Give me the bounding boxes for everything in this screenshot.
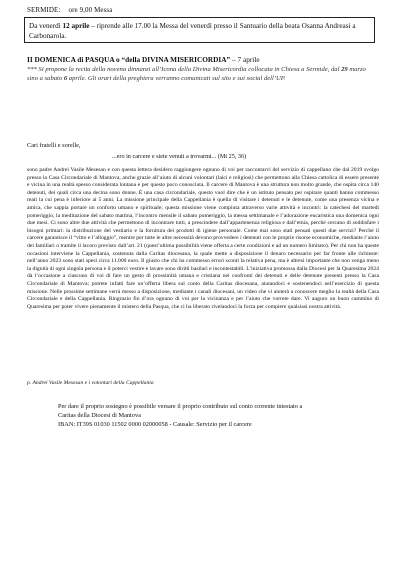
donation-line-1: Per dare il proprio sostegno è possibile versare il proprio contributo sul conto corrente intestato a — [58, 403, 303, 410]
novena-end-day: 6 — [63, 74, 68, 82]
divine-mercy-date: – 7 aprile — [230, 55, 260, 64]
novena-note-mid: marzo sino a sabato — [27, 66, 366, 82]
notice-text-after: – riprende alle 17.00 la Messa del venerdì presso il Santuario della beata Osanna Andreasi a Carbonarola. — [29, 22, 356, 40]
friday-mass-notice — [24, 17, 375, 43]
divine-mercy-heading — [27, 55, 260, 64]
sermide-schedule — [27, 6, 112, 14]
gospel-quote: ...ero in carcere e siete venuti a trovarmi... (Mt 25, 36) — [112, 153, 247, 160]
divine-mercy-title: II DOMENICA di PASQUA o “della DIVINA MISERICORDIA” — [27, 55, 231, 64]
mass-time: ore 9,00 Messa — [68, 6, 113, 14]
place-label: SERMIDE: — [27, 6, 61, 14]
novena-start-day: 29 — [341, 66, 348, 73]
donation-iban: IBAN: IT39S 01030 11502 0000 02000058 - Causale: Servizio per il carcere — [58, 421, 252, 429]
notice-text-before: Da venerdì — [29, 22, 63, 30]
letter-salutation: Cari fratelli e sorelle, — [27, 142, 81, 149]
donation-line-2: Caritas della Diocesi di Mantova — [58, 412, 141, 420]
novena-note — [27, 66, 377, 84]
chaplain-letter-body: sono padre Andrei Vasile Mesesan e con questa lettera desidero raggiungere ognuno di voi per raccontarvi del servizio di cappellano che dal 2019 svolgo presso la Casa Circondariale di Mantova, anche grazie all’aiuto di alcuni volontari (laici e religiosi) che permettono alla Chiesa cattolica di essere presente e vicina in una realtà spesso considerata lontana e per questo poco conosciuta. Il carcere di Mantova è una struttura non molto grande, che ospita circa 140 detenuti, dei quali circa una decina sono donne. È una casa circondariale, questo vuol dire che è un istituto pensato per ospitare quanti hanno commesso reati la cui pena è inferiore ai 5 anni. La missione principale della Cappellania è quella di visitare i detenuti e le detenute, come una presenza vicina e amica, che sappia portare un conforto umano e spirituale; questa missione viene compiuta attraverso varie attività e incontri: la catechesi del martedì pomeriggio, la meditazione del sabato mattina, l’incontro mensile il sabato pomeriggio, la messa settimanale e l’adorazione eucaristica una domenica ogni due mesi. Ci sono altre due attività che permettono di incontrare tutti, a prescindere dall’appartenenza religiosa e dall’etnia, perché cercano di soddisfare i bisogni primari: la distribuzione del vestiario e la fornitura dei prodotti di igiene personale. Come mai sono stati pensati questi due servizi? Perché il carcere garantisce il “vitto e l’alloggio”, mentre per tutte le altre necessità devono provvedere i detenuti con le proprie risorse economiche, mediante l’aiuto dei familiari o tramite il lavoro previsto dall’art. 21 (quest’ultima possibilità viene offerta a certe condizioni e ad un numero limitato). Per chi non ha queste occasioni interviene la Cappellania, sostenuta dalla Caritas diocesana, la quale mette a disposizione il denaro necessario per far fronte alle richieste: nell’anno 2023 sono stati spesi circa 11.000 euro. Il giusto che chi ha commesso errori sconti la relativa pena, ma è altresì importante che non venga meno la dignità di ogni singola persona e il poterci vestire e lavare sono diritti basilari e incontestabili. L’iniziativa promossa dalla Diocesi per la Quaresima 2024 dà l’occasione a ciascuno di voi di fare un gesto di prossimità umana e cristiana nei confronti dei detenuti e delle detenute presenti presso la Casa Circondariale di Mantova; potrete infatti fare un’offerta libera sul conto della Caritas diocesana, aiutandoci e sostenendoci nell’esercizio di questa missione. Nelle prossime settimane verrà messo a disposizione, mediante i canali diocesani, un video che vi aiuterà a conoscere meglio la realtà della Casa Circondariale e della Cappellania. Ringrazio fin d’ora ognuno di voi per la vicinanza e per l’aiuto che vorrete dare. Vi auguro un buon cammino di Quaresima per poter vivere pienamente il mistero della Pasqua, che ci ha liberato rivelandoci la forza per compiere qualsiasi nostra attività. — [27, 167, 379, 310]
letter-signature: p. Andrei Vasile Mesesan e i volontari della Cappellania — [27, 380, 154, 386]
donation-info — [58, 402, 388, 430]
novena-note-prefix: *** Si propone la recita della novena dinnanzi all’Icona della Divina Misericordia collocata in Chiesa a Sermide, dal — [27, 66, 342, 73]
novena-note-suffix: aprile. Gli orari della preghiera verranno comunicati sul sito e sui social dell’UP. — [67, 74, 286, 82]
notice-date: 12 aprile — [62, 22, 90, 30]
